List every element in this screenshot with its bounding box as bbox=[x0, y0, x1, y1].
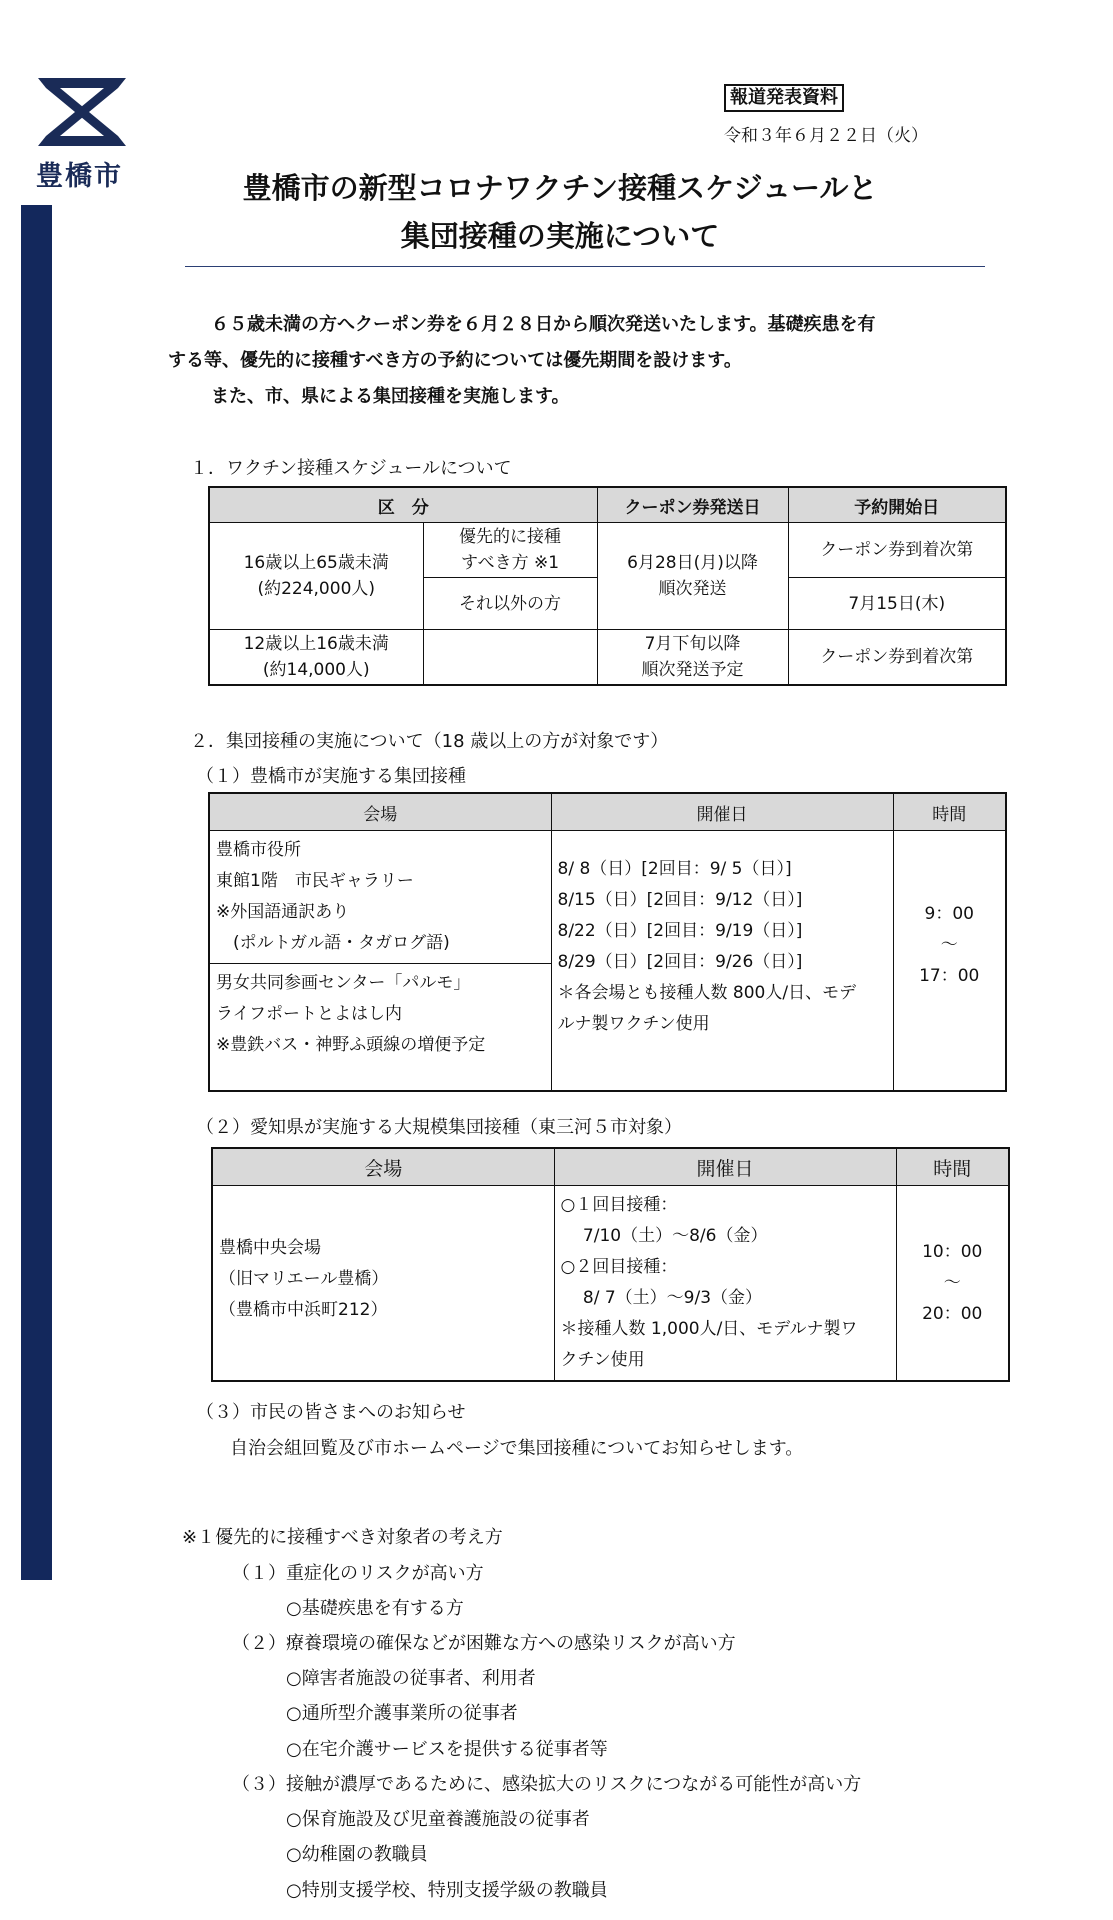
section1-heading: １．ワクチン接種スケジュールについて bbox=[190, 458, 512, 479]
coupon-date: 6月28日(月)以降 bbox=[627, 553, 758, 573]
sub3-body: 自治会組回覧及び市ホームページで集団接種についてお知らせします。 bbox=[230, 1438, 804, 1459]
dates-cell bbox=[551, 831, 893, 1092]
header-dates: 開催日 bbox=[554, 1148, 896, 1186]
lead-line: ６５歳未満の方へクーポン券を６月２８日から順次発送いたします。基礎疾患を有 bbox=[211, 314, 876, 335]
group1-age: 16歳以上65歳未満 bbox=[243, 553, 389, 573]
note-item: ○特別支援学校、特別支援学級の教職員 bbox=[286, 1880, 608, 1901]
city-logo bbox=[36, 76, 132, 193]
venue-line: 豊橋市役所 bbox=[216, 840, 301, 860]
note-item: ○保育施設及び児童養護施設の従事者 bbox=[286, 1809, 590, 1830]
date-note: ルナ製ワクチン使用 bbox=[557, 1013, 710, 1034]
date-line: 8/15（日）[2回目：9/12（日）] bbox=[557, 889, 803, 910]
group1-count: (約224,000人) bbox=[257, 579, 376, 599]
note-heading: ※１優先的に接種すべき対象者の考え方 bbox=[182, 1527, 503, 1548]
venue-line: ライフポートとよはし内 bbox=[216, 1004, 402, 1024]
section2-heading: ２．集団接種の実施について（18 歳以上の方が対象です） bbox=[190, 731, 669, 752]
group2-age-cell bbox=[209, 630, 423, 686]
page-title-line2: 集団接種の実施について bbox=[400, 219, 720, 253]
group2-reservation: クーポン券到着次第 bbox=[788, 630, 1006, 686]
sidebar-bar bbox=[21, 205, 52, 1580]
schedule-table bbox=[208, 486, 1007, 686]
group1-coupon-cell bbox=[597, 523, 788, 630]
group1-age-cell bbox=[209, 523, 423, 630]
sub1-heading: （１）豊橋市が実施する集団接種 bbox=[196, 766, 466, 787]
group1-reservation-priority: クーポン券到着次第 bbox=[788, 523, 1006, 578]
group1-priority-cell bbox=[423, 523, 597, 578]
header-reservation: 予約開始日 bbox=[788, 487, 1006, 523]
time-separator: ～ bbox=[943, 1272, 961, 1293]
group2-count: (約14,000人) bbox=[262, 660, 370, 680]
date-line: 8/ 8（日）[2回目：9/ 5（日）] bbox=[557, 858, 792, 879]
priority-label: すべき方 ※1 bbox=[460, 553, 560, 573]
venue-line: (ポルトガル語・タガログ語) bbox=[216, 933, 450, 953]
date-note: ＊各会場とも接種人数 800人/日、モデ bbox=[557, 982, 857, 1003]
date-note: クチン使用 bbox=[560, 1350, 645, 1370]
note-item: ○障害者施設の従事者、利用者 bbox=[286, 1668, 536, 1689]
header-time: 時間 bbox=[893, 793, 1006, 831]
lead-line: また、市、県による集団接種を実施します。 bbox=[211, 386, 570, 407]
header-coupon: クーポン券発送日 bbox=[597, 487, 788, 523]
group1-others-cell: それ以外の方 bbox=[423, 578, 597, 630]
time-separator: ～ bbox=[940, 935, 958, 955]
title-divider bbox=[185, 266, 985, 267]
note-item: ○基礎疾患を有する方 bbox=[286, 1598, 464, 1619]
lead-paragraph bbox=[168, 307, 1006, 415]
venue-line: ※外国語通訳あり bbox=[216, 902, 350, 922]
venue-line: 豊橋中央会場 bbox=[219, 1237, 321, 1258]
group2-age: 12歳以上16歳未満 bbox=[243, 634, 389, 654]
date-line: ○２回目接種： bbox=[560, 1257, 678, 1277]
date-line: ○１回目接種： bbox=[560, 1195, 678, 1215]
coupon-date: 順次発送予定 bbox=[641, 660, 744, 680]
note-item: （１）重症化のリスクが高い方 bbox=[232, 1563, 484, 1584]
coupon-date: 7月下旬以降 bbox=[644, 634, 741, 654]
venue1-cell bbox=[209, 831, 551, 964]
venue-line: （豊橋市中浜町212） bbox=[219, 1299, 388, 1320]
header-time: 時間 bbox=[896, 1148, 1009, 1186]
priority-label: 優先的に接種 bbox=[459, 527, 561, 547]
time-end: 17：00 bbox=[919, 966, 980, 986]
date-line: 8/ 7（土）～9/3（金） bbox=[560, 1288, 763, 1308]
note-item: （３）接触が濃厚であるために、感染拡大のリスクにつながる可能性が高い方 bbox=[232, 1774, 862, 1795]
venue-line: 男女共同参画センター「パルモ」 bbox=[216, 973, 471, 993]
note-item: ○通所型介護事業所の従事者 bbox=[286, 1703, 518, 1724]
header-venue: 会場 bbox=[212, 1148, 554, 1186]
note-item: ○在宅介護サービスを提供する従事者等 bbox=[286, 1739, 608, 1760]
sub2-heading: （２）愛知県が実施する大規模集団接種（東三河５市対象） bbox=[196, 1117, 682, 1138]
prefecture-vaccination-table bbox=[211, 1147, 1010, 1382]
header-dates: 開催日 bbox=[551, 793, 893, 831]
lead-line: する等、優先的に接種すべき方の予約については優先期間を設けます。 bbox=[168, 350, 742, 371]
press-release-label: 報道発表資料 bbox=[724, 84, 844, 112]
header-category: 区 分 bbox=[209, 487, 597, 523]
note-item: ○幼稚園の教職員 bbox=[286, 1844, 428, 1865]
note-item: （２）療養環境の確保などが困難な方への感染リスクが高い方 bbox=[232, 1633, 736, 1654]
venue-line: ※豊鉄バス・神野ふ頭線の増便予定 bbox=[216, 1035, 486, 1055]
group2-coupon-cell bbox=[597, 630, 788, 686]
page-title-line1: 豊橋市の新型コロナワクチン接種スケジュールと bbox=[242, 171, 878, 205]
group2-empty-cell bbox=[423, 630, 597, 686]
date-line: 8/29（日）[2回目：9/26（日）] bbox=[557, 951, 803, 972]
venue-line: 東館1階 市民ギャラリー bbox=[216, 871, 414, 891]
city-vaccination-table bbox=[208, 792, 1007, 1092]
date-note: ＊接種人数 1,000人/日、モデルナ製ワ bbox=[560, 1319, 858, 1339]
coupon-date: 順次発送 bbox=[658, 579, 727, 599]
header-venue: 会場 bbox=[209, 793, 551, 831]
date-line: 8/22（日）[2回目：9/19（日）] bbox=[557, 920, 803, 941]
time-cell bbox=[896, 1186, 1009, 1382]
venue-line: （旧マリエール豊橋） bbox=[219, 1268, 389, 1289]
time-start: 9：00 bbox=[924, 904, 974, 924]
venue2-cell bbox=[209, 964, 551, 1092]
group1-reservation-others: 7月15日(木) bbox=[788, 578, 1006, 630]
release-date: 令和３年６月２２日（火） bbox=[724, 126, 928, 146]
dates-cell bbox=[554, 1186, 896, 1382]
sub3-heading: （３）市民の皆さまへのお知らせ bbox=[196, 1402, 466, 1423]
time-start: 10：00 bbox=[922, 1241, 983, 1262]
toyohashi-city-emblem-icon bbox=[36, 76, 128, 148]
venue-cell bbox=[212, 1186, 554, 1382]
time-cell bbox=[893, 831, 1006, 1092]
logo-text: 豊橋市 bbox=[36, 161, 123, 192]
time-end: 20：00 bbox=[922, 1303, 983, 1324]
date-line: 7/10（土）～8/6（金） bbox=[560, 1226, 768, 1246]
